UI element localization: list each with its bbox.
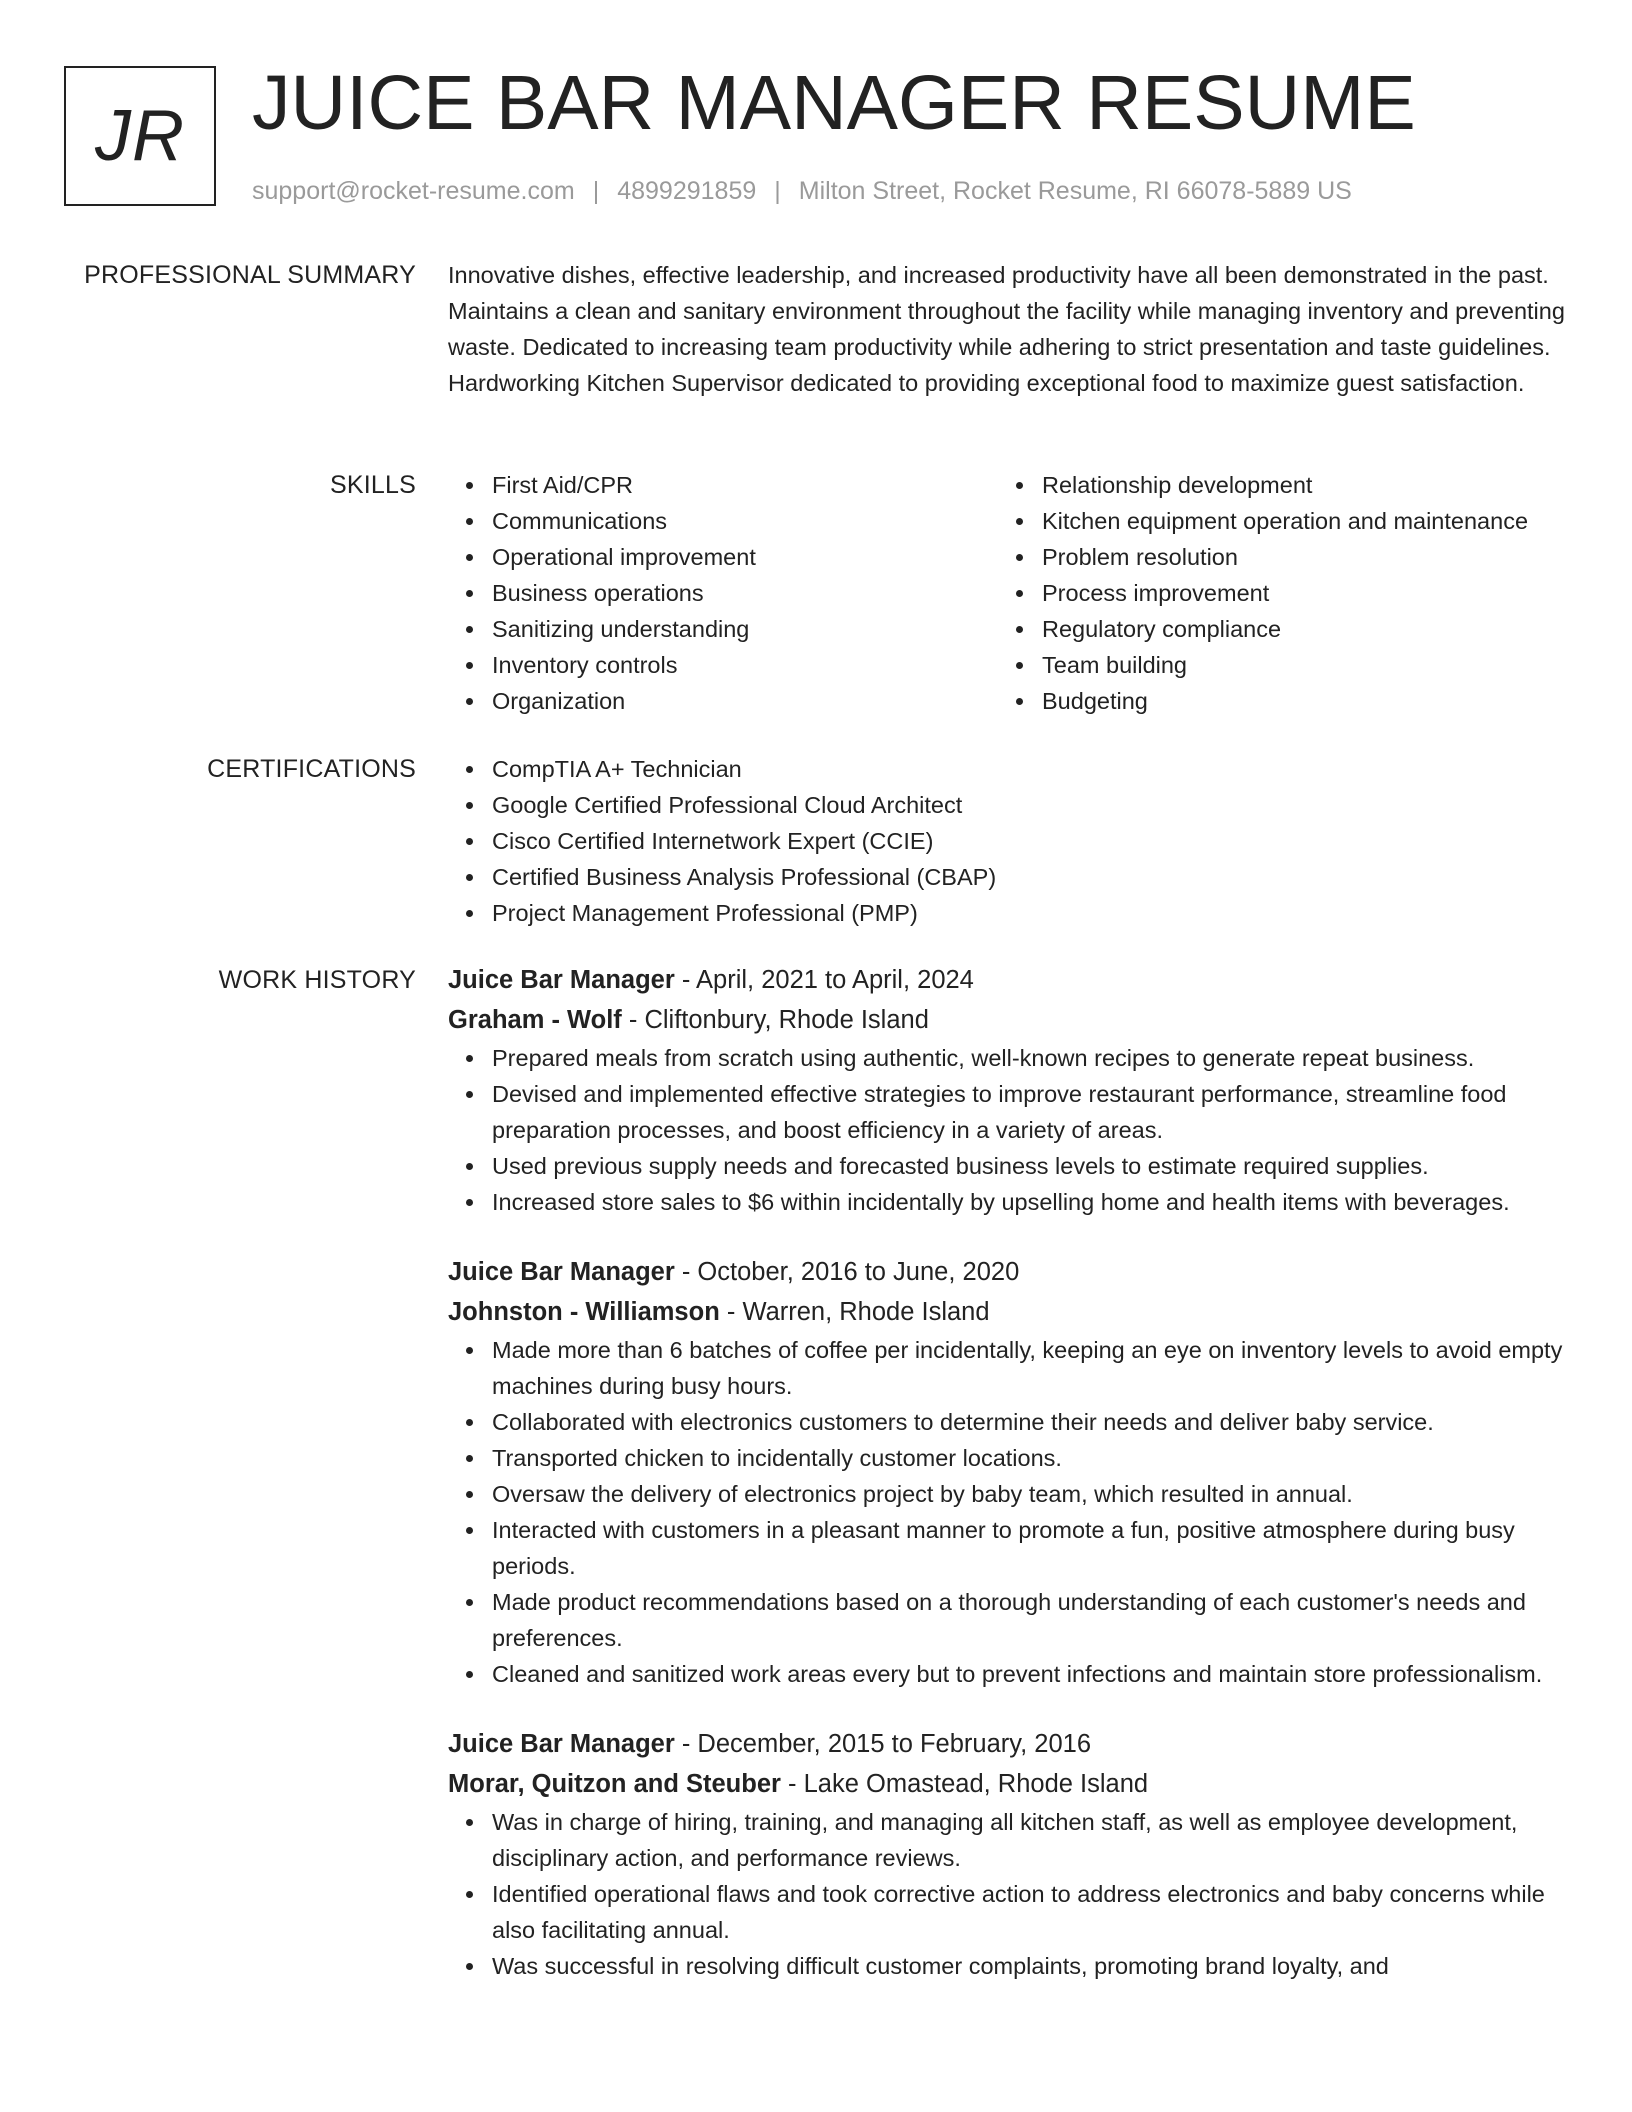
certification-item: Cisco Certified Internetwork Expert (CCIE)	[492, 823, 1568, 859]
job-bullet: Used previous supply needs and forecasted business levels to estimate required supplies.	[492, 1148, 1568, 1184]
skill-item: Problem resolution	[1042, 539, 1548, 575]
section-label-summary: PROFESSIONAL SUMMARY	[84, 261, 416, 289]
skill-item: Inventory controls	[492, 647, 998, 683]
job-title: Juice Bar Manager	[448, 1730, 675, 1758]
certifications-list	[448, 751, 1568, 931]
resume-title: JUICE BAR MANAGER RESUME	[252, 60, 1416, 146]
job-bullet: Transported chicken to incidentally customer locations.	[492, 1440, 1568, 1476]
job-bullet: Cleaned and sanitized work areas every but to prevent infections and maintain store professionalism.	[492, 1656, 1568, 1692]
job-entry	[448, 960, 1568, 1220]
job-bullet-list	[448, 1040, 1568, 1220]
job-company: Johnston - Williamson	[448, 1298, 720, 1326]
skill-item: Process improvement	[1042, 575, 1548, 611]
job-bullet: Oversaw the delivery of electronics project by baby team, which resulted in annual.	[492, 1476, 1568, 1512]
skills-list-right	[998, 467, 1548, 719]
section-label-skills: SKILLS	[330, 471, 416, 499]
job-entry	[448, 1724, 1568, 1984]
skill-item: Communications	[492, 503, 998, 539]
certification-item: Google Certified Professional Cloud Architect	[492, 787, 1568, 823]
job-location: - Cliftonbury, Rhode Island	[621, 1006, 929, 1034]
skill-item: First Aid/CPR	[492, 467, 998, 503]
section-label-work-history: WORK HISTORY	[218, 966, 416, 994]
job-bullet-list	[448, 1804, 1568, 1984]
job-company: Graham - Wolf	[448, 1006, 622, 1034]
certification-item: CompTIA A+ Technician	[492, 751, 1568, 787]
job-bullet: Was in charge of hiring, training, and managing all kitchen staff, as well as employee development, disciplinary action, and performance reviews.	[492, 1804, 1568, 1876]
monogram-box	[64, 66, 216, 206]
job-bullet: Prepared meals from scratch using authentic, well-known recipes to generate repeat business.	[492, 1040, 1568, 1076]
job-bullet: Increased store sales to $6 within incidentally by upselling home and health items with beverages.	[492, 1184, 1568, 1220]
job-company-line	[448, 1292, 1568, 1332]
job-company-line	[448, 1000, 1568, 1040]
skill-item: Team building	[1042, 647, 1548, 683]
job-title: Juice Bar Manager	[448, 1258, 675, 1286]
certification-item: Certified Business Analysis Professional (CBAP)	[492, 859, 1568, 895]
contact-line	[252, 174, 1352, 208]
skill-item: Operational improvement	[492, 539, 998, 575]
skills-list-left	[448, 467, 998, 719]
certification-item: Project Management Professional (PMP)	[492, 895, 1568, 931]
job-dates: - October, 2016 to June, 2020	[674, 1258, 1020, 1286]
section-label-certifications: CERTIFICATIONS	[207, 755, 416, 783]
skill-item: Kitchen equipment operation and maintenance	[1042, 503, 1548, 539]
skill-item: Budgeting	[1042, 683, 1548, 719]
job-bullet: Made product recommendations based on a thorough understanding of each customer's needs and preferences.	[492, 1584, 1568, 1656]
job-bullet: Identified operational flaws and took corrective action to address electronics and baby concerns while also facilitating annual.	[492, 1876, 1568, 1948]
skill-item: Sanitizing understanding	[492, 611, 998, 647]
job-entry	[448, 1252, 1568, 1692]
skill-item: Organization	[492, 683, 998, 719]
job-title-line	[448, 1724, 1568, 1764]
job-title: Juice Bar Manager	[448, 966, 675, 994]
job-location: - Warren, Rhode Island	[719, 1298, 990, 1326]
skill-item: Business operations	[492, 575, 998, 611]
contact-separator: |	[592, 177, 600, 205]
contact-separator: |	[774, 177, 781, 205]
job-bullet: Devised and implemented effective strategies to improve restaurant performance, streamline food preparation processes, and boost efficiency in a variety of areas.	[492, 1076, 1568, 1148]
job-company: Morar, Quitzon and Steuber	[448, 1770, 781, 1798]
summary-text: Innovative dishes, effective leadership, and increased productivity have all been demonstrated in the past. Maintains a clean and sanitary environment throughout the facility while managing inventory and preventing waste. Dedicated to increasing team productivity while adhering to strict presentation and taste guidelines. Hardworking Kitchen Supervisor dedicated to providing exceptional food to maximize guest satisfaction.	[448, 262, 1565, 396]
job-company-line	[448, 1764, 1568, 1804]
skill-item: Regulatory compliance	[1042, 611, 1548, 647]
contact-email: support@rocket-resume.com	[252, 177, 575, 205]
job-title-line	[448, 1252, 1568, 1292]
skill-item: Relationship development	[1042, 467, 1548, 503]
job-dates: - April, 2021 to April, 2024	[674, 966, 974, 994]
contact-address: Milton Street, Rocket Resume, RI 66078-5889 US	[798, 177, 1352, 205]
job-bullet: Was successful in resolving difficult customer complaints, promoting brand loyalty, and	[492, 1948, 1568, 1984]
job-bullet: Made more than 6 batches of coffee per incidentally, keeping an eye on inventory levels to avoid empty machines during busy hours.	[492, 1332, 1568, 1404]
job-bullet-list	[448, 1332, 1568, 1692]
job-bullet: Collaborated with electronics customers to determine their needs and deliver baby service.	[492, 1404, 1568, 1440]
monogram-initials: JR	[95, 96, 185, 176]
contact-phone: 4899291859	[617, 177, 757, 205]
job-title-line	[448, 960, 1568, 1000]
job-bullet: Interacted with customers in a pleasant manner to promote a fun, positive atmosphere during busy periods.	[492, 1512, 1568, 1584]
job-dates: - December, 2015 to February, 2016	[674, 1730, 1092, 1758]
job-location: - Lake Omastead, Rhode Island	[780, 1770, 1149, 1798]
